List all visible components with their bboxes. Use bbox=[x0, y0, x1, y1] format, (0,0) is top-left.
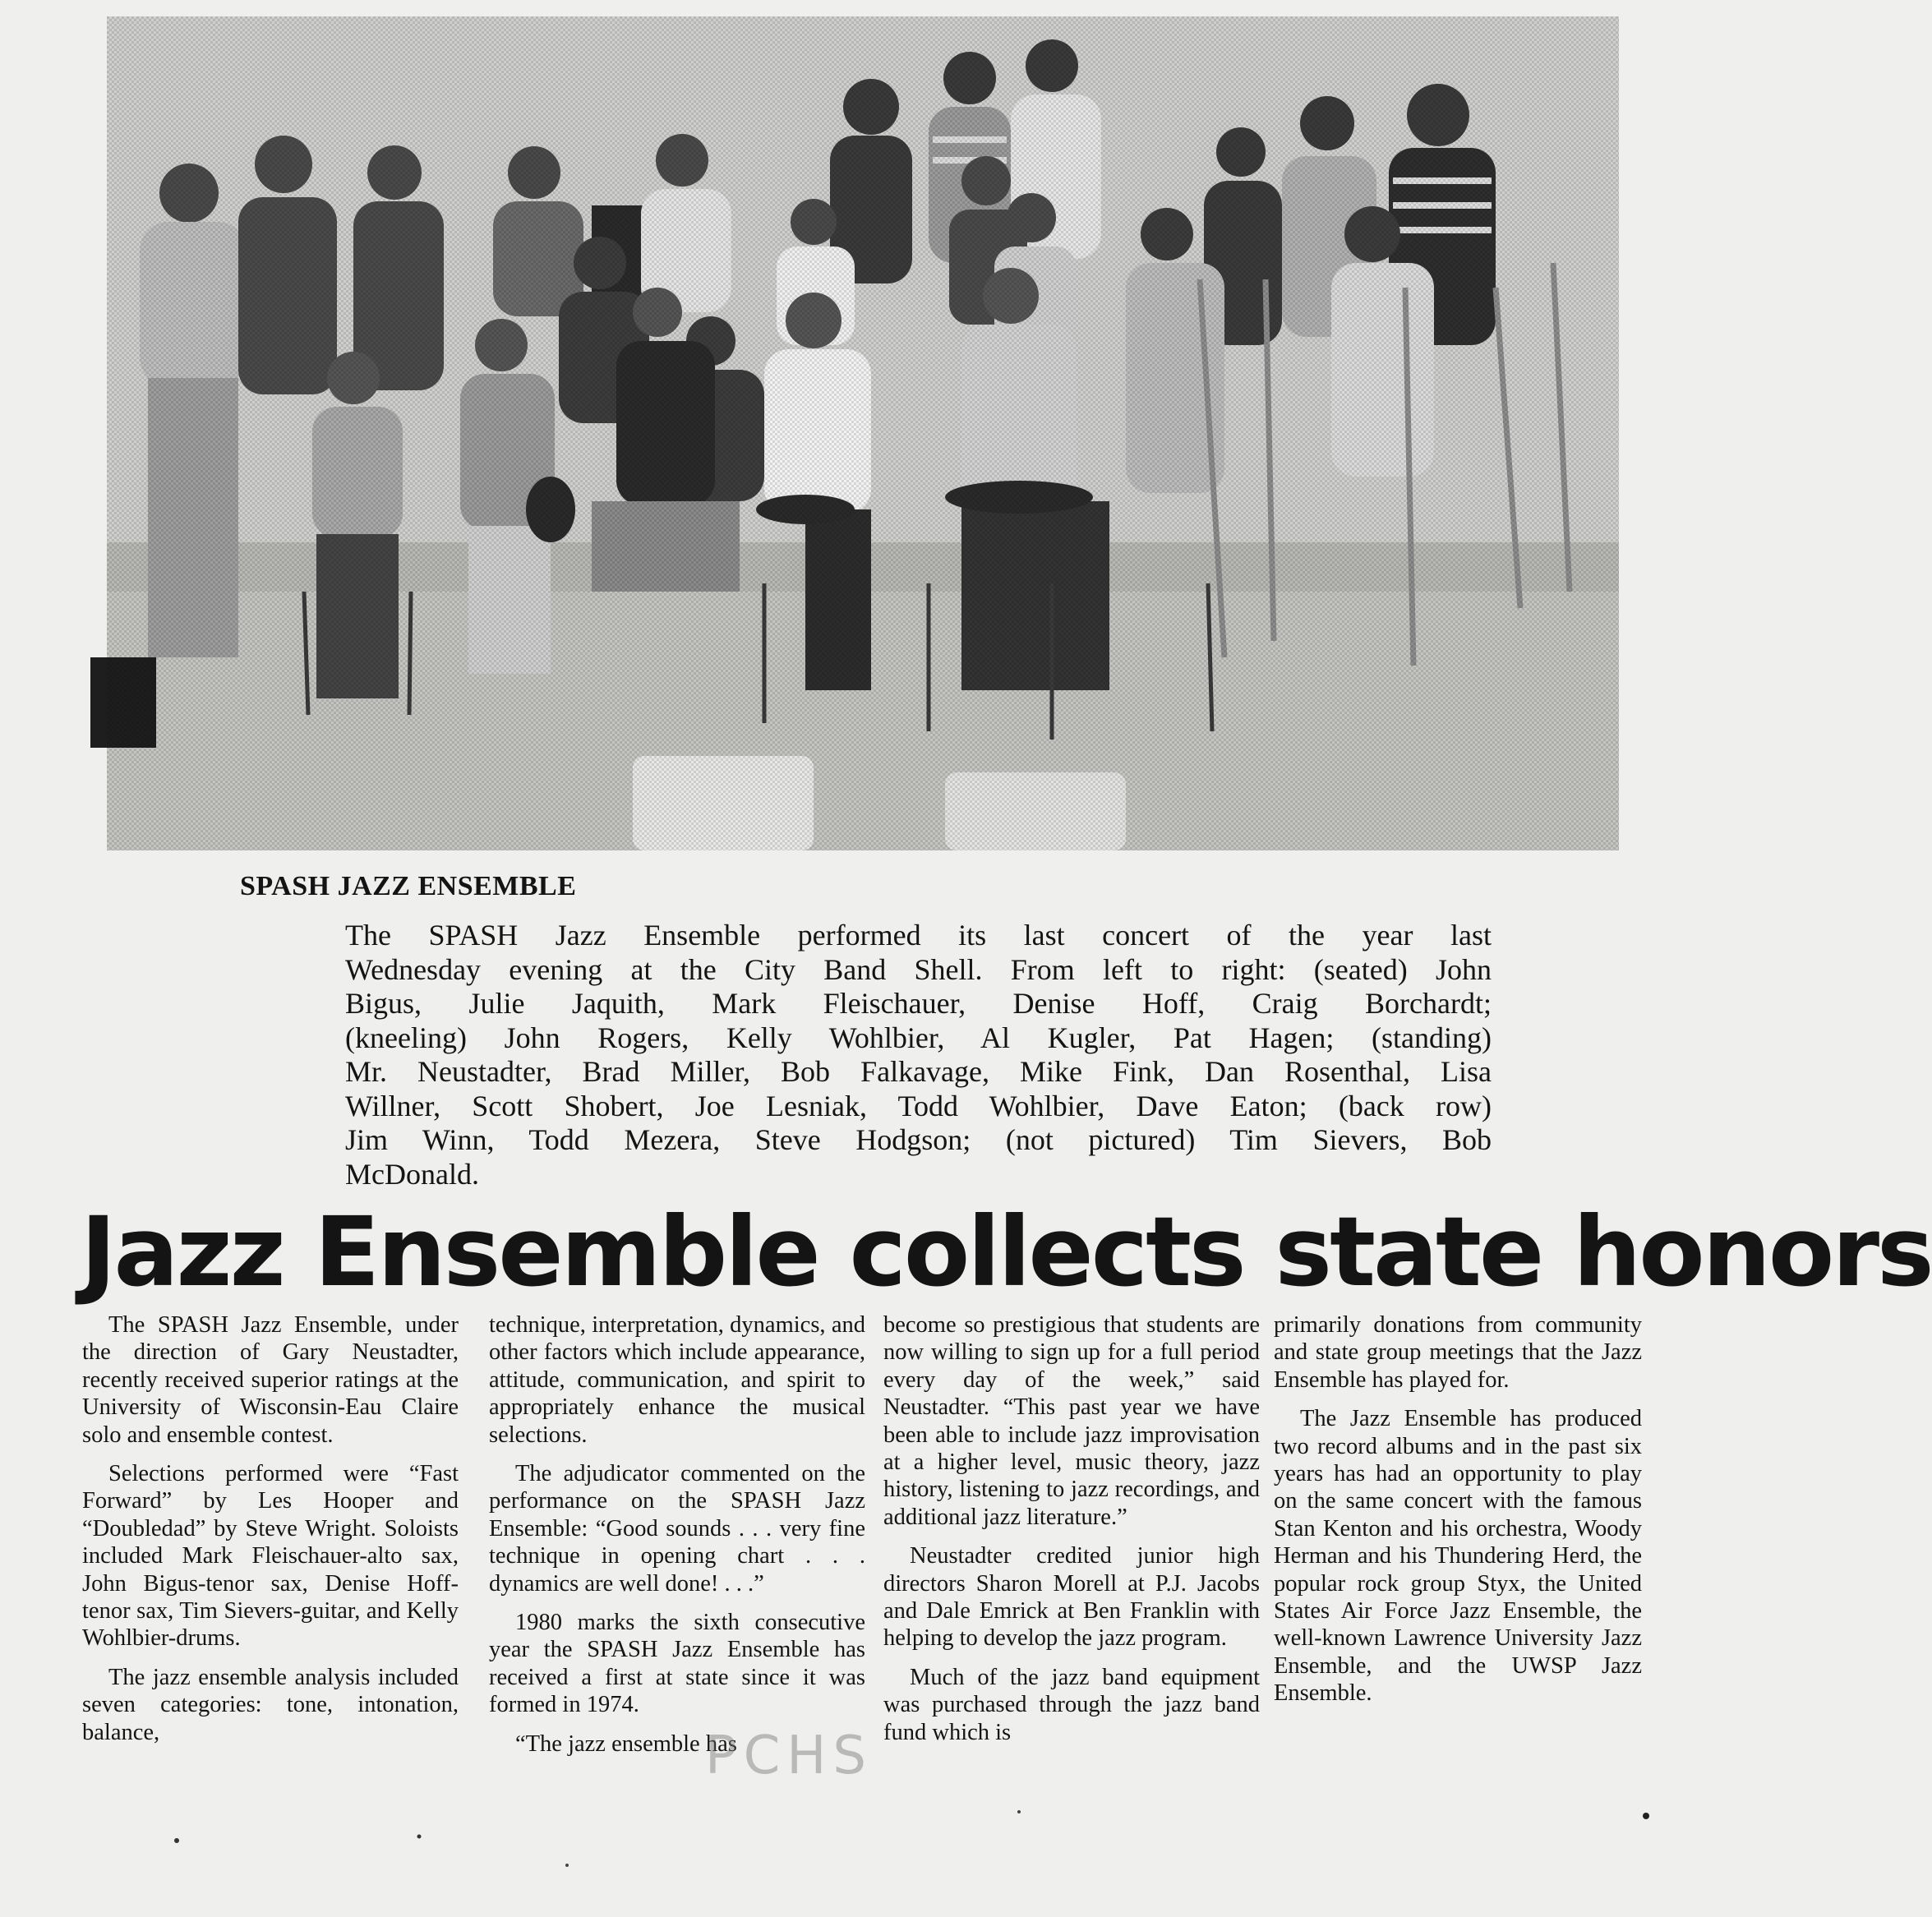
caption-line: The SPASH Jazz Ensemble performed its last concert of the year last bbox=[345, 919, 1492, 952]
caption-line: Mr. Neustadter, Brad Miller, Bob Falkavage, Mike Fink, Dan Rosenthal, Lisa bbox=[345, 1055, 1492, 1088]
caption-line: (kneeling) John Rogers, Kelly Wohlbier, Al Kugler, Pat Hagen; (standing) bbox=[345, 1021, 1492, 1054]
article-column-4 bbox=[1274, 1311, 1642, 1707]
photo-caption-body bbox=[345, 919, 1492, 1191]
paragraph: Much of the jazz band equipment was purchased through the jazz band fund which is bbox=[883, 1664, 1260, 1745]
paragraph: Neustadter credited junior high directors Sharon Morell at P.J. Jacobs and Dale Emrick at Ben Franklin with helping to develop the jazz program. bbox=[883, 1543, 1260, 1652]
paragraph: 1980 marks the sixth consecutive year the SPASH Jazz Ensemble has received a first at state since it was formed in 1974. bbox=[489, 1610, 865, 1718]
article-headline: Jazz Ensemble collects state honors bbox=[81, 1196, 1932, 1308]
paragraph: The Jazz Ensemble has produced two record albums and in the past six years has had an opportunity to play on the same concert with the famous Stan Kenton and his orchestra, Woody Herman and his Thundering Herd, the popular rock group Styx, the United States Air Force Jazz Ensemble, the well-known Lawrence University Jazz Ensemble, and the UWSP Jazz Ensemble. bbox=[1274, 1406, 1642, 1707]
paragraph: The adjudicator commented on the performance on the SPASH Jazz Ensemble: “Good sounds . . . very fine technique in opening chart . . . dynamics are well done! . . .” bbox=[489, 1461, 865, 1597]
watermark: PCHS bbox=[705, 1726, 874, 1786]
paragraph: The SPASH Jazz Ensemble, under the direction of Gary Neustadter, recently received superior ratings at the University of Wisconsin-Eau Claire solo and ensemble contest. bbox=[82, 1312, 459, 1448]
article-column-1 bbox=[82, 1311, 459, 1746]
caption-line: Bigus, Julie Jaquith, Mark Fleischauer, Denise Hoff, Craig Borchardt; bbox=[345, 987, 1492, 1020]
caption-line: Jim Winn, Todd Mezera, Steve Hodgson; (not pictured) Tim Sievers, Bob bbox=[345, 1123, 1492, 1156]
paragraph: become so prestigious that students are now willing to sign up for a full period every day of the week,” said Neustadter. “This past year we have been able to include jazz improvisation at a higher level, music theory, jazz history, listening to jazz recordings, and additional jazz literature.” bbox=[883, 1312, 1260, 1530]
paragraph: Selections performed were “Fast Forward” by Les Hooper and “Doubledad” by Steve Wright. Soloists included Mark Fleischauer-alto sax, John Bigus-tenor sax, Denise Hoff-tenor sax, Tim Sievers-guitar, and Kelly Wohlbier-drums. bbox=[82, 1461, 459, 1652]
article-column-2 bbox=[489, 1311, 865, 1758]
group-photo-illustration bbox=[107, 16, 1619, 850]
paragraph: technique, interpretation, dynamics, and other factors which include appearance, attitude, communication, and spirit to appropriately enhance the musical selections. bbox=[489, 1312, 865, 1448]
ensemble-group-photo bbox=[107, 16, 1619, 850]
article-column-3 bbox=[883, 1311, 1260, 1746]
paragraph: The jazz ensemble analysis included seven categories: tone, intonation, balance, bbox=[82, 1664, 459, 1745]
photo-caption-heading: SPASH JAZZ ENSEMBLE bbox=[240, 871, 577, 901]
paragraph: “The jazz ensemble has bbox=[515, 1730, 737, 1757]
caption-line: McDonald. bbox=[345, 1157, 479, 1191]
caption-line: Willner, Scott Shobert, Joe Lesniak, Todd Wohlbier, Dave Eaton; (back row) bbox=[345, 1089, 1492, 1122]
paragraph: primarily donations from community and state group meetings that the Jazz Ensemble has played for. bbox=[1274, 1312, 1642, 1393]
caption-line: Wednesday evening at the City Band Shell. From left to right: (seated) John bbox=[345, 952, 1492, 986]
